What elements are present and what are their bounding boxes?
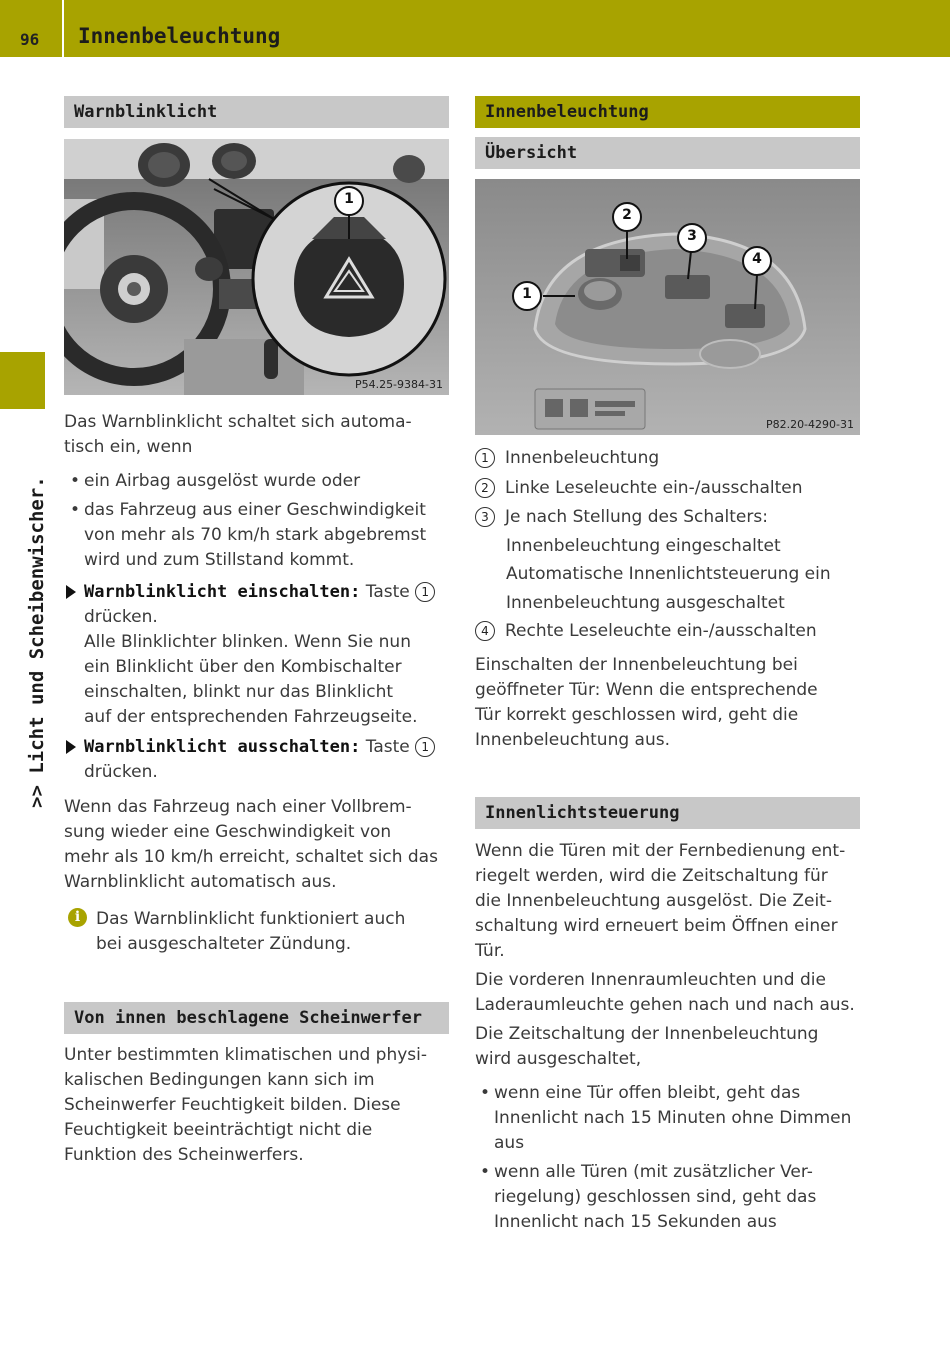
section-heading-warnblinklicht: Warnblinklicht	[64, 96, 449, 128]
legend-text: Rechte Leseleuchte ein-/ausschalten	[505, 621, 817, 641]
legend-subitem: Automatische Innenlichtsteuerung ein	[506, 564, 831, 584]
step-switch-on-label: Warnblinklicht einschalten:	[84, 582, 361, 602]
hazard-bullet-1: ein Airbag ausgelöst wurde oder	[84, 471, 361, 491]
bullet-marker: •	[70, 471, 81, 491]
legend-subitem: Innenbeleuchtung eingeschaltet	[506, 536, 781, 556]
step-arrow-icon	[66, 740, 76, 754]
hazard-switch-figure	[64, 139, 449, 395]
hazard-switch-illustration	[64, 139, 449, 395]
hazard-bullet-2: das Fahrzeug aus einer Geschwindigkeit von mehr als 70 km/h stark abgebremst wird und zum Stillstand kommt.	[84, 500, 427, 570]
callout-1-icon: 1	[475, 448, 495, 468]
section-heading-uebersicht: Übersicht	[475, 137, 860, 169]
control-bullet-2: wenn alle Türen (mit zusätzlicher Ver- riegelung) geschlossen sind, geht das Innenlicht nach 15 Sekunden aus	[494, 1162, 817, 1232]
section-heading-innenbeleuchtung: Innenbeleuchtung	[475, 96, 860, 128]
figure-callout-1: 1	[344, 191, 354, 207]
control-bullet-1: wenn eine Tür offen bleibt, geht das Innenlicht nach 15 Minuten ohne Dimmen aus	[494, 1083, 852, 1153]
step-switch-off-after: drücken.	[84, 762, 158, 782]
info-icon: i	[68, 908, 87, 927]
interior-light-illustration	[475, 179, 860, 435]
step-switch-on-after: drücken.	[84, 607, 158, 627]
control-paragraph-3: Die Zeitschaltung der Innenbeleuchtung wird ausgeschaltet,	[475, 1024, 819, 1069]
callout-1-icon: 1	[415, 582, 435, 602]
legend-item-2	[475, 476, 803, 500]
info-note	[96, 907, 456, 957]
step-switch-on-text: Taste	[365, 582, 410, 602]
bullet-marker: •	[480, 1083, 491, 1103]
callout-2-icon: 2	[475, 478, 495, 498]
interior-light-figure	[475, 179, 860, 435]
figure-callout-1: 1	[522, 286, 532, 302]
step-arrow-icon	[66, 585, 76, 599]
full-braking-text: Wenn das Fahrzeug nach einer Vollbrem- sung wieder eine Geschwindigkeit von mehr als 10 km/h erreicht, schaltet sich das Warnblinklicht automatisch aus.	[64, 797, 438, 892]
bullet-marker: •	[480, 1162, 491, 1182]
legend-item-3	[475, 505, 768, 529]
page-number: 96	[20, 30, 40, 49]
hazard-intro-text: Das Warnblinklicht schaltet sich automa- tisch ein, wenn	[64, 412, 412, 457]
callout-1-icon: 1	[415, 737, 435, 757]
step-switch-off-label: Warnblinklicht ausschalten:	[84, 737, 361, 757]
chapter-tab-marker	[0, 352, 45, 409]
legend-text: Innenbeleuchtung	[505, 448, 660, 468]
step-switch-on	[84, 580, 454, 605]
step-switch-on-result: Alle Blinklichter blinken. Wenn Sie nun ein Blinklicht über den Kombischalter einschalten, blinkt nur das Blinklicht auf der entsprechenden Fahrzeugseite.	[84, 632, 418, 727]
step-switch-off	[84, 735, 454, 760]
figure-code: P54.25-9384-31	[354, 378, 443, 391]
figure-code: P82.20-4290-31	[765, 418, 854, 431]
callout-3-icon: 3	[475, 507, 495, 527]
header-divider	[62, 0, 64, 57]
legend-text: Linke Leseleuchte ein-/ausschalten	[505, 478, 803, 498]
legend-subitem: Innenbeleuchtung ausgeschaltet	[506, 593, 785, 613]
section-heading-fogged-headlamps: Von innen beschlagene Scheinwerfer	[64, 1002, 449, 1034]
legend-item-1	[475, 446, 659, 470]
callout-4-icon: 4	[475, 621, 495, 641]
figure-callout-2: 2	[622, 207, 632, 223]
door-lighting-text: Einschalten der Innenbeleuchtung bei geöffneter Tür: Wenn die entsprechende Tür korrekt geschlossen wird, geht die Innenbeleuchtung aus.	[475, 655, 818, 750]
control-paragraph-2: Die vorderen Innenraumleuchten und die Laderaumleuchte gehen nach und nach aus.	[475, 970, 855, 1015]
legend-item-4	[475, 619, 817, 643]
fogged-headlamps-text: Unter bestimmten klimatischen und physi- kalischen Bedingungen kann sich im Scheinwerfer Feuchtigkeit bilden. Diese Feuchtigkeit beeinträchtigt nicht die Funktion des Scheinwerfers.	[64, 1045, 428, 1165]
chapter-tab-label: >> Licht und Scheibenwischer.	[26, 476, 48, 808]
page-title: Innenbeleuchtung	[78, 24, 281, 48]
legend-text: Je nach Stellung des Schalters:	[505, 507, 768, 527]
bullet-marker: •	[70, 500, 81, 520]
step-switch-off-text: Taste	[365, 737, 410, 757]
figure-callout-4: 4	[752, 251, 762, 267]
section-heading-innenlichtsteuerung: Innenlichtsteuerung	[475, 797, 860, 829]
figure-callout-3: 3	[687, 228, 697, 244]
control-paragraph-1: Wenn die Türen mit der Fernbedienung ent- riegelt werden, wird die Zeitschaltung für die Innenbeleuchtung ausgelöst. Die Zeit- schaltung wird erneuert beim Öffnen einer Tür.	[475, 841, 846, 961]
info-note-text: Das Warnblinklicht funktioniert auch bei ausgeschalteter Zündung.	[96, 909, 406, 954]
